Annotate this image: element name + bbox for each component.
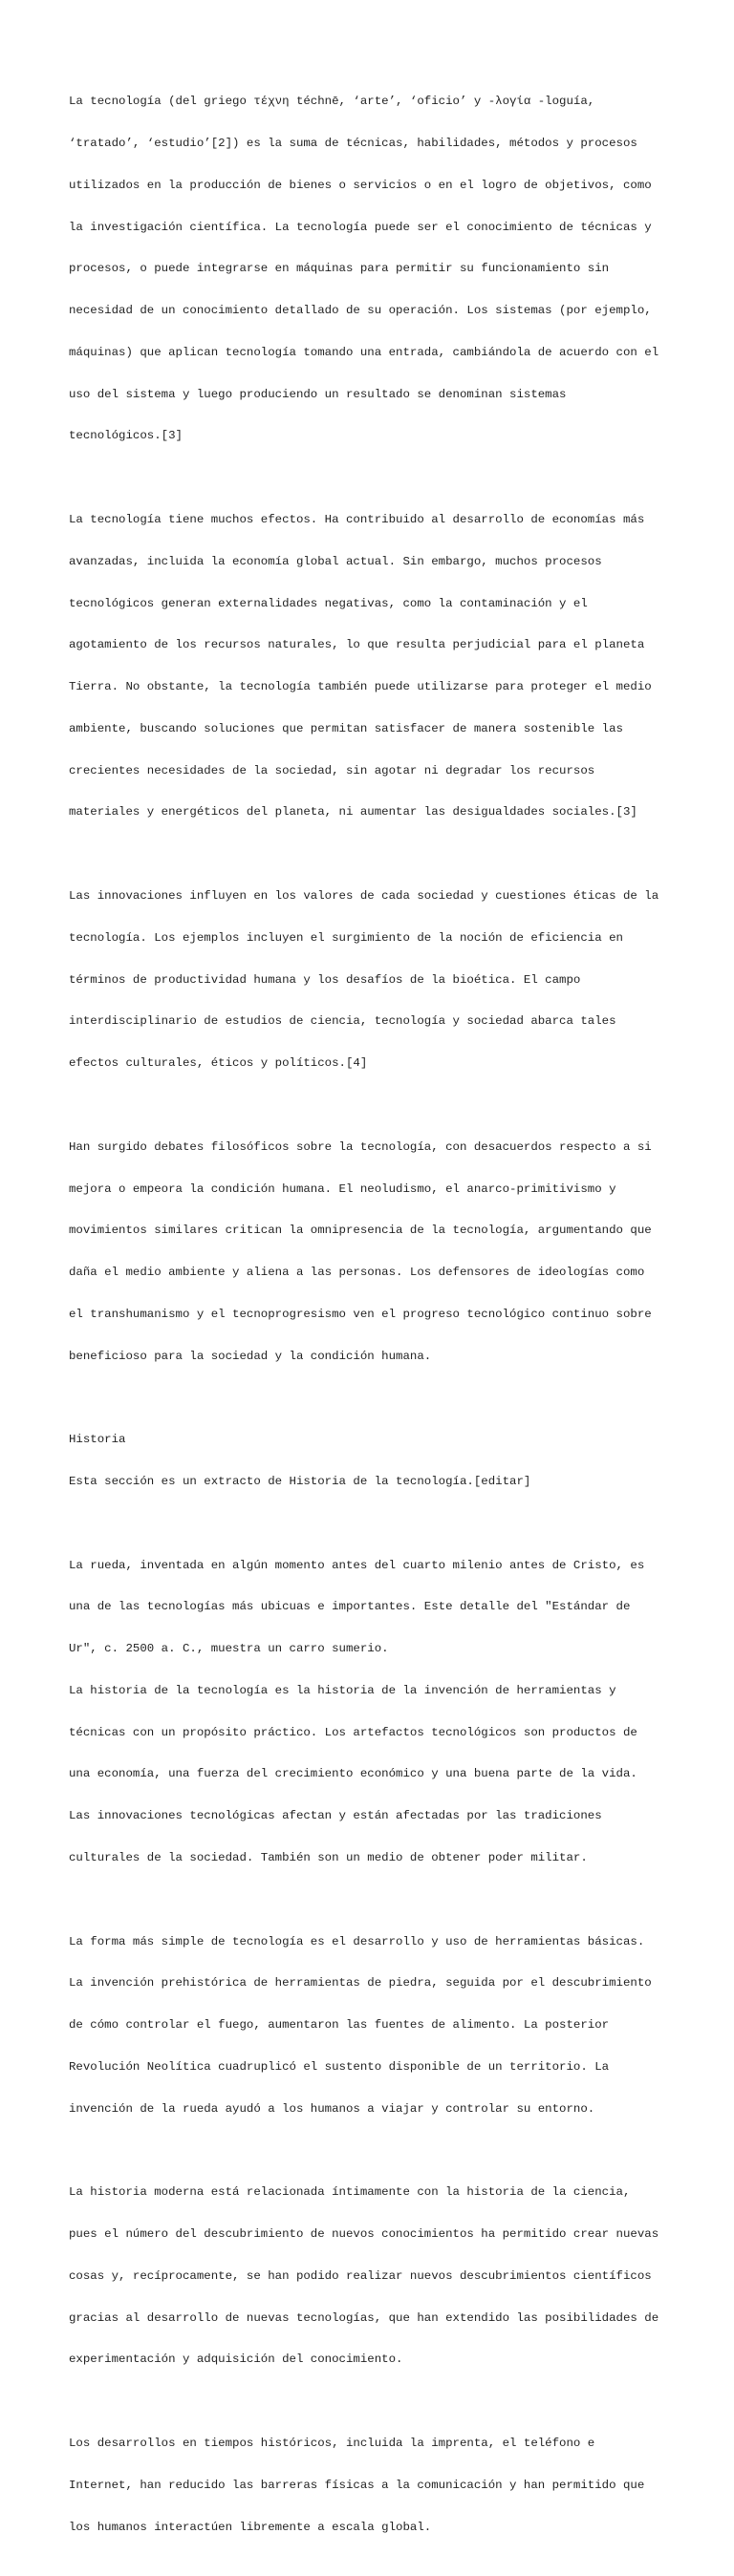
text-line: una economía, una fuerza del crecimiento económico y una buena parte de la vida.: [69, 1767, 637, 1781]
text-line: máquinas) que aplican tecnología tomando una entrada, cambiándola de acuerdo con el: [69, 345, 659, 359]
text-line: tecnológicos.[3]: [69, 429, 183, 443]
text-line: tecnología. Los ejemplos incluyen el surgimiento de la noción de eficiencia en: [69, 930, 623, 945]
text-line: La tecnología tiene muchos efectos. Ha contribuido al desarrollo de economías más: [69, 513, 645, 526]
text-line: Internet, han reducido las barreras físicas a la comunicación y han permitido que: [69, 2478, 645, 2492]
text-line: procesos, o puede integrarse en máquinas para permitir su funcionamiento sin: [69, 262, 610, 276]
text-line: gracias al desarrollo de nuevas tecnologías, que han extendido las posibilidades de: [69, 2310, 659, 2325]
paragraph-basic-tools: [69, 1906, 671, 2143]
text-line: La historia moderna está relacionada íntimamente con la historia de la ciencia,: [69, 2185, 631, 2200]
paragraph-effects: [69, 485, 671, 847]
paragraph-definition: [69, 67, 671, 471]
text-line: mejora o empeora la condición humana. El neoludismo, el anarco-primitivismo y: [69, 1182, 616, 1196]
text-line: agotamiento de los recursos naturales, lo que resulta perjudicial para el planeta: [69, 638, 645, 652]
text-line: experimentación y adquisición del conocimiento.: [69, 2352, 403, 2367]
text-line: interdisciplinario de estudios de ciencia, tecnología y sociedad abarca tales: [69, 1014, 616, 1029]
text-line: Las innovaciones tecnológicas afectan y están afectadas por las tradiciones: [69, 1809, 602, 1823]
text-line: daña el medio ambiente y aliena a las personas. Los defensores de ideologías como: [69, 1266, 645, 1280]
text-line: La rueda, inventada en algún momento antes del cuarto milenio antes de Cristo, es: [69, 1558, 645, 1572]
text-line: efectos culturales, éticos y políticos.[4]: [69, 1056, 368, 1071]
text-line: movimientos similares critican la omnipresencia de la tecnología, argumentando que: [69, 1224, 652, 1238]
text-line: La forma más simple de tecnología es el desarrollo y uso de herramientas básicas.: [69, 1934, 645, 1948]
paragraph-innovations: [69, 862, 671, 1098]
text-line: crecientes necesidades de la sociedad, sin agotar ni degradar los recursos: [69, 763, 595, 777]
section-title: Historia: [69, 1433, 126, 1447]
text-line: beneficioso para la sociedad y la condición humana.: [69, 1349, 432, 1363]
paragraph-modern-history: [69, 2158, 671, 2395]
text-line: Las innovaciones influyen en los valores de cada sociedad y cuestiones éticas de la: [69, 889, 659, 904]
text-line: La invención prehistórica de herramientas de piedra, seguida por el descubrimiento: [69, 1976, 652, 1991]
paragraph-communication: [69, 2409, 671, 2563]
text-line: Tierra. No obstante, la tecnología también puede utilizarse para proteger el medio: [69, 680, 652, 694]
text-line: avanzadas, incluida la economía global actual. Sin embargo, muchos procesos: [69, 554, 602, 568]
text-line: ‘tratado’, ‘estudio’[2]) es la suma de técnicas, habilidades, métodos y procesos: [69, 136, 637, 150]
text-line: uso del sistema y luego produciendo un resultado se denominan sistemas: [69, 387, 567, 401]
text-line: cosas y, recíprocamente, se han podido realizar nuevos descubrimientos científicos: [69, 2268, 652, 2283]
text-line: utilizados en la producción de bienes o servicios o en el logro de objetivos, como: [69, 178, 652, 192]
section-heading-historia: [69, 1405, 671, 1517]
document-page: [69, 67, 671, 2576]
text-line: técnicas con un propósito práctico. Los artefactos tecnológicos son productos de: [69, 1725, 637, 1739]
text-line: términos de productividad humana y los desafíos de la bioética. El campo: [69, 972, 581, 987]
text-line: pues el número del descubrimiento de nuevos conocimientos ha permitido crear nuevas: [69, 2227, 659, 2242]
text-line: Ur", c. 2500 a. C., muestra un carro sumerio.: [69, 1642, 389, 1656]
text-line: Los desarrollos en tiempos históricos, incluida la imprenta, el teléfono e: [69, 2436, 595, 2450]
text-line: La tecnología (del griego τέχνη téchnē, ‘arte’, ‘oficio’ y -λογία -loguía,: [69, 95, 595, 109]
text-line: una de las tecnologías más ubicuas e importantes. Este detalle del "Estándar de: [69, 1600, 631, 1614]
text-line: culturales de la sociedad. También son un medio de obtener poder militar.: [69, 1851, 588, 1864]
text-line: la investigación científica. La tecnología puede ser el conocimiento de técnicas y: [69, 220, 652, 234]
text-line: necesidad de un conocimiento detallado de su operación. Los sistemas (por ejemplo,: [69, 304, 652, 318]
paragraph-debates: [69, 1113, 671, 1392]
text-line: Revolución Neolítica cuadruplicó el sustento disponible de un territorio. La: [69, 2059, 610, 2074]
text-line: de cómo controlar el fuego, aumentaron las fuentes de alimento. La posterior: [69, 2018, 610, 2033]
text-line: el transhumanismo y el tecnoprogresismo ven el progreso tecnológico continuo sobre: [69, 1307, 652, 1321]
section-excerpt-note: Esta sección es un extracto de Historia de la tecnología.[editar]: [69, 1474, 531, 1488]
text-line: tecnológicos generan externalidades negativas, como la contaminación y el: [69, 596, 588, 610]
text-line: materiales y energéticos del planeta, ni aumentar las desigualdades sociales.[3]: [69, 805, 637, 820]
text-line: Han surgido debates filosóficos sobre la tecnología, con desacuerdos respecto a si: [69, 1139, 652, 1154]
text-line: los humanos interactúen libremente a escala global.: [69, 2520, 432, 2534]
text-line: invención de la rueda ayudó a los humanos a viajar y controlar su entorno.: [69, 2101, 595, 2116]
paragraph-wheel-history: [69, 1530, 671, 1892]
text-line: ambiente, buscando soluciones que permitan satisfacer de manera sostenible las: [69, 721, 623, 735]
text-line: La historia de la tecnología es la historia de la invención de herramientas y: [69, 1683, 616, 1697]
